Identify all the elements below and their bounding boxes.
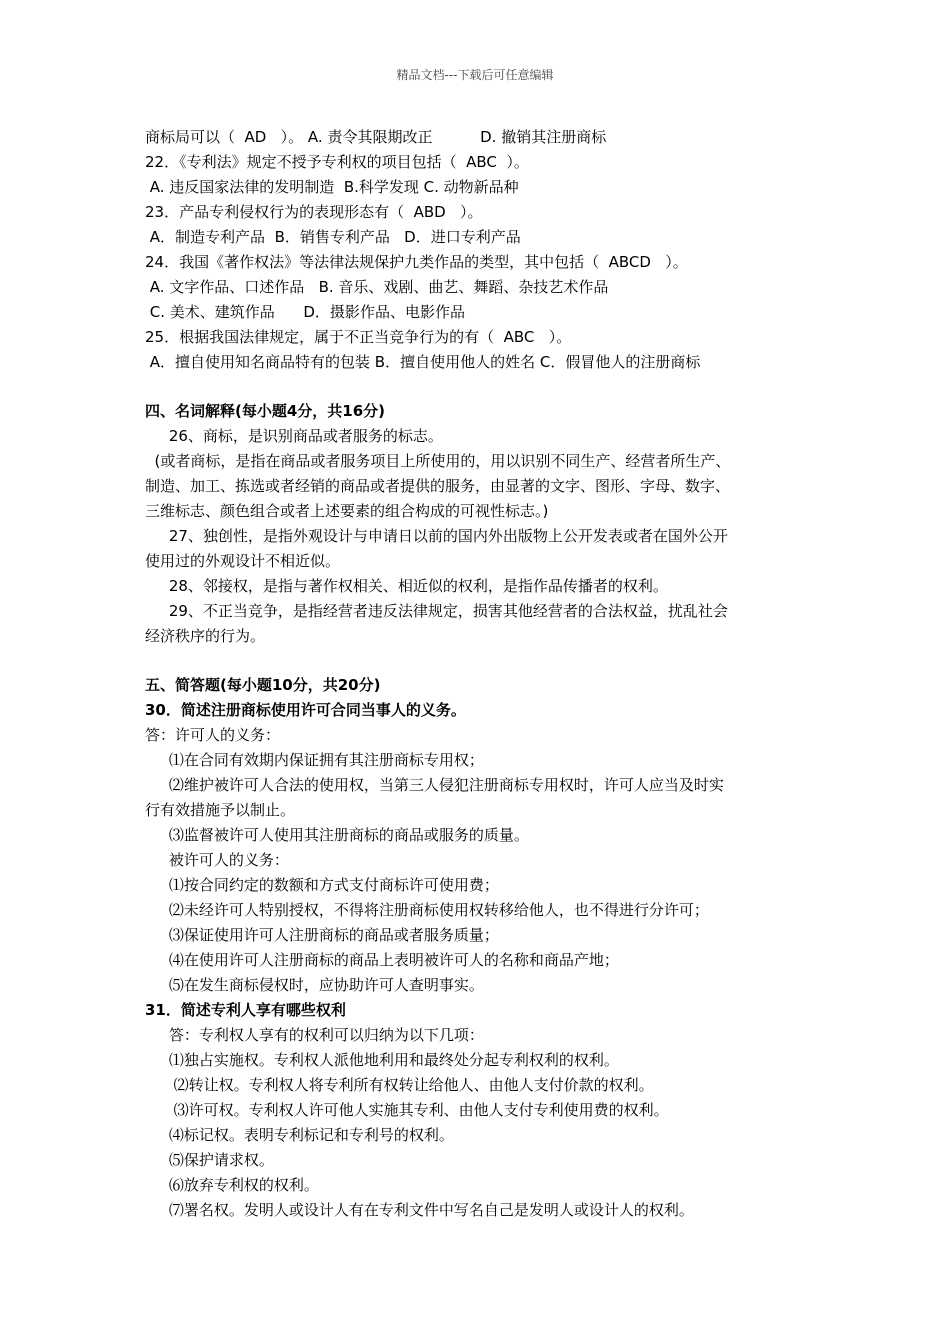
text-line: ⑴在合同有效期内保证拥有其注册商标专用权； <box>145 751 484 769</box>
text-line: (或者商标，是指在商品或者服务项目上所使用的，用以识别不同生产、经营者所生产、 <box>145 452 731 470</box>
text-line: ⑺署名权。发明人或设计人有在专利文件中写名自己是发明人或设计人的权利。 <box>145 1201 694 1219</box>
text-line: A. 文字作品、口述作品 B. 音乐、戏剧、曲艺、舞蹈、杂技艺术作品 <box>145 278 609 296</box>
question-31: 31．简述专利人享有哪些权利 <box>145 1001 346 1019</box>
section-heading-4: 四、名词解释(每小题4分，共16分) <box>145 402 386 420</box>
text-line: ⑵维护被许可人合法的使用权，当第三人侵犯注册商标专用权时，许可人应当及时实 <box>145 776 724 794</box>
text-line: ⑷标记权。表明专利标记和专利号的权利。 <box>145 1126 454 1144</box>
text-line: 被许可人的义务： <box>145 851 289 869</box>
text-line: A．擅自使用知名商品特有的包装 B．擅自使用他人的姓名 C．假冒他人的注册商标 <box>145 353 701 371</box>
text-line: C. 美术、建筑作品 D．摄影作品、电影作品 <box>145 303 465 321</box>
section-heading-5: 五、简答题(每小题10分，共20分) <box>145 676 381 694</box>
text-line: ⑶保证使用许可人注册商标的商品或者服务质量； <box>145 926 499 944</box>
question-23: 23．产品专利侵权行为的表现形态有（ ABD ）。 <box>145 203 483 221</box>
text-line: ⑴独占实施权。专利权人派他地利用和最终处分起专利权利的权利。 <box>145 1051 619 1069</box>
text-line: ⑸在发生商标侵权时，应协助许可人查明事实。 <box>145 976 484 994</box>
text-line: 28、邻接权，是指与著作权相关、相近似的权利，是指作品传播者的权利。 <box>145 577 668 595</box>
text-line: 经济秩序的行为。 <box>145 627 266 645</box>
text-line: ⑸保护请求权。 <box>145 1151 274 1169</box>
text-line: 商标局可以（ AD ）。 A. 责令其限期改正 D. 撤销其注册商标 <box>145 128 607 146</box>
text-line: 27、独创性，是指外观设计与申请日以前的国内外出版物上公开发表或者在国外公开 <box>145 527 728 545</box>
question-24: 24．我国《著作权法》等法律法规保护九类作品的类型，其中包括（ ABCD ）。 <box>145 253 688 271</box>
text-line: 29、不正当竞争，是指经营者违反法律规定，损害其他经营者的合法权益，扰乱社会 <box>145 602 728 620</box>
text-line: A. 违反国家法律的发明制造 B.科学发现 C. 动物新品种 <box>145 178 519 196</box>
question-25: 25．根据我国法律规定，属于不正当竞争行为的有（ ABC ）。 <box>145 328 572 346</box>
question-22: 22．《专利法》规定不授予专利权的项目包括（ ABC ）。 <box>145 153 529 171</box>
text-line: ⑶监督被许可人使用其注册商标的商品或服务的质量。 <box>145 826 529 844</box>
text-line: 答：许可人的义务： <box>145 726 281 744</box>
text-line: ⑷在使用许可人注册商标的商品上表明被许可人的名称和商品产地； <box>145 951 619 969</box>
text-line: ⑴按合同约定的数额和方式支付商标许可使用费； <box>145 876 499 894</box>
page-header: 精品文档---下载后可任意编辑 <box>396 68 554 82</box>
text-line: 答：专利权人享有的权利可以归纳为以下几项： <box>145 1026 484 1044</box>
question-30: 30．简述注册商标使用许可合同当事人的义务。 <box>145 701 466 719</box>
text-line: A．制造专利产品 B．销售专利产品 D．进口专利产品 <box>145 228 521 246</box>
text-line: 26、商标，是识别商品或者服务的标志。 <box>145 427 443 445</box>
text-line: ⑵未经许可人特别授权，不得将注册商标使用权转移给他人，也不得进行分许可； <box>145 901 709 919</box>
text-line: 行有效措施予以制止。 <box>145 801 296 819</box>
text-line: 使用过的外观设计不相近似。 <box>145 552 341 570</box>
text-line: 制造、加工、拣选或者经销的商品或者提供的服务，由显著的文字、图形、字母、数字、 <box>145 477 731 495</box>
text-line: ⑹放弃专利权的权利。 <box>145 1176 319 1194</box>
text-line: 三维标志、颜色组合或者上述要素的组合构成的可视性标志。) <box>145 502 549 520</box>
text-line: ⑶许可权。专利权人许可他人实施其专利、由他人支付专利使用费的权利。 <box>145 1101 669 1119</box>
text-line: ⑵转让权。专利权人将专利所有权转让给他人、由他人支付价款的权利。 <box>145 1076 654 1094</box>
